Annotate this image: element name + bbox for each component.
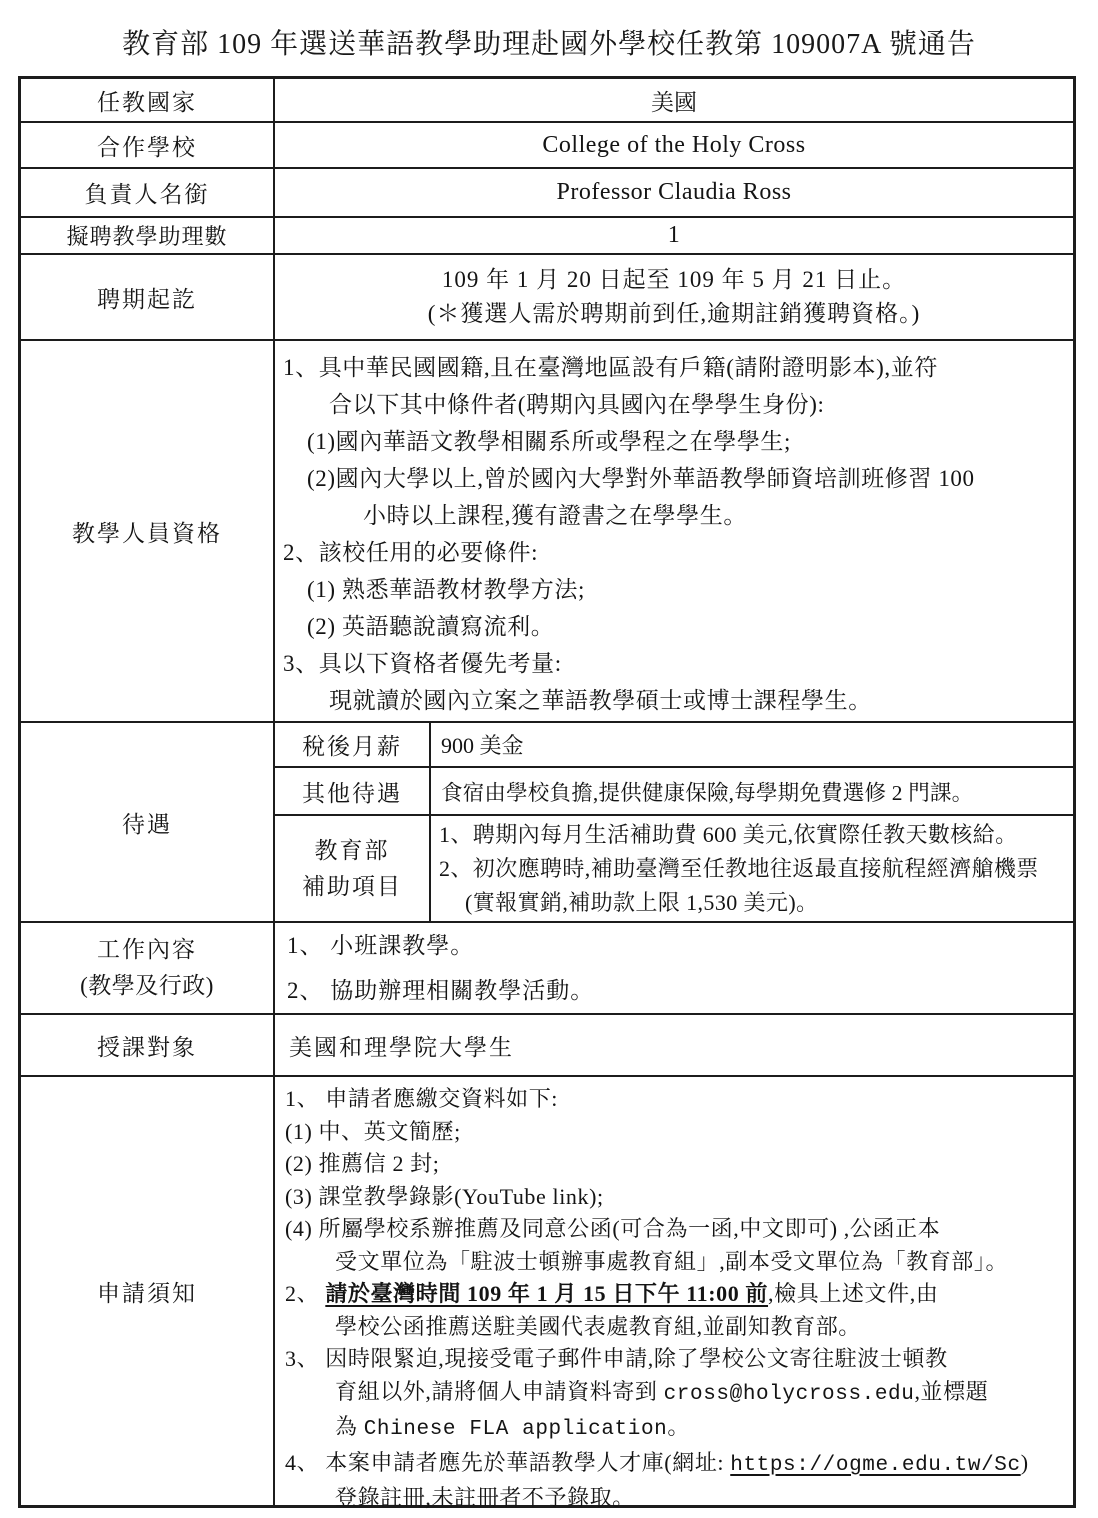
application-line: 學校公函推薦送駐美國代表處教育組,並副知教育部。 [335, 1313, 861, 1339]
registry-line-post: ) [1020, 1449, 1029, 1475]
employment-period-label: 聘期起訖 [21, 255, 275, 339]
application-label: 申請須知 [21, 1077, 275, 1505]
table-row-students [21, 1015, 1073, 1077]
school-label: 合作學校 [21, 123, 275, 167]
qualifications-line: (1) 熟悉華語教材教學方法; [307, 576, 585, 602]
deadline-rest: ,檢具上述文件,由 [768, 1281, 939, 1306]
country-label: 任教國家 [21, 79, 275, 121]
deadline-emphasis: 請於臺灣時間 109 年 1 月 15 日下午 11:00 前 [325, 1281, 769, 1306]
subsidy-content [431, 816, 1073, 921]
table-row-assistant-count [21, 218, 1073, 255]
email-line-pre: 育組以外,請將個人申請資料寄到 [335, 1378, 664, 1404]
qualifications-line: (2)國內大學以上,曾於國內大學對外華語教學師資培訓班修習 100 [307, 465, 975, 491]
email-line-post: ,並標題 [914, 1378, 989, 1404]
other-benefits-label: 其他待遇 [275, 768, 431, 814]
principal-value: Professor Claudia Ross [556, 179, 792, 205]
country-value: 美國 [651, 89, 697, 115]
subsidy-line: (實報實銷,補助款上限 1,530 美元)。 [465, 889, 819, 915]
application-line-subject [275, 1411, 1073, 1447]
application-email: cross@holycross.edu [663, 1382, 915, 1406]
students-line: 美國和理學院大學生 [289, 1034, 514, 1060]
subsidy-line: 1、聘期內每月生活補助費 600 美元,依實際任教天數核給。 [439, 821, 1018, 847]
table-row-school [21, 123, 1073, 169]
subsidy-label-line1: 教育部 [314, 837, 390, 863]
students-value [275, 1015, 1073, 1075]
qualifications-line: (1)國內華語文教學相關系所或學程之在學學生; [307, 428, 792, 454]
table-row-duties [21, 923, 1073, 1015]
assistant-count-value: 1 [667, 222, 681, 248]
salary-value: 900 美金 [441, 733, 524, 758]
employment-period-line2: (＊獲選人需於聘期前到任,逾期註銷獲聘資格。) [427, 301, 921, 326]
duties-label-line2: (教學及行政) [80, 973, 214, 998]
application-line: (3) 課堂教學錄影(YouTube link); [285, 1183, 604, 1209]
benefits-subsidy-row [275, 816, 1073, 921]
duty-line: 2、 協助辦理相關教學活動。 [287, 978, 595, 1003]
table-row-benefits [21, 723, 1073, 923]
duties-label-line1: 工作內容 [97, 937, 197, 962]
subsidy-label [275, 816, 431, 921]
other-benefits-value: 食宿由學校負擔,提供健康保險,每學期免費選修 2 門課。 [441, 780, 974, 805]
application-line-email [275, 1376, 1073, 1412]
application-line: (4) 所屬學校系辦推薦及同意公函(可合為一函,中文即可) ,公函正本 [285, 1216, 941, 1241]
notice-table [18, 76, 1076, 1508]
qualifications-line: (2) 英語聽說讀寫流利。 [307, 613, 555, 639]
subject-line-post: 。 [667, 1414, 690, 1439]
application-line: 1、 申請者應繳交資料如下: [285, 1086, 559, 1111]
benefits-salary-row [275, 723, 1073, 768]
table-row-country [21, 79, 1073, 123]
qualifications-line: 現就讀於國內立案之華語教學碩士或博士課程學生。 [329, 687, 872, 713]
application-subject: Chinese FLA application [363, 1418, 668, 1441]
deadline-prefix: 2、 [285, 1281, 326, 1306]
subsidy-label-line2: 補助項目 [302, 873, 402, 899]
registry-line-pre: 4、 本案申請者應先於華語教學人才庫(網址: [285, 1449, 731, 1475]
benefits-label: 待遇 [21, 723, 275, 921]
table-row-qualifications [21, 341, 1073, 723]
students-label: 授課對象 [21, 1015, 275, 1075]
subsidy-line: 2、初次應聘時,補助臺灣至任教地往返最直接航程經濟艙機票 [439, 855, 1039, 881]
duty-line: 1、 小班課教學。 [287, 933, 475, 958]
application-line: (1) 中、英文簡歷; [285, 1118, 461, 1144]
duties-label [21, 923, 275, 1013]
qualifications-line: 3、具以下資格者優先考量: [283, 650, 562, 676]
application-line-registry [275, 1447, 1073, 1483]
principal-label: 負責人名銜 [21, 169, 275, 216]
application-line-deadline [275, 1278, 1073, 1311]
salary-label: 稅後月薪 [275, 723, 431, 766]
application-line: (2) 推薦信 2 封; [285, 1151, 440, 1176]
subject-line-pre: 為 [335, 1414, 364, 1439]
application-line: 3、 因時限緊迫,現接受電子郵件申請,除了學校公文寄往駐波士頓教 [285, 1346, 948, 1371]
assistant-count-label: 擬聘教學助理數 [21, 218, 275, 253]
registry-url: https://ogme.edu.tw/Sc [730, 1453, 1021, 1477]
page-title: 教育部 109 年選送華語教學助理赴國外學校任教第 109007A 號通告 [122, 29, 976, 60]
table-row-principal [21, 169, 1073, 218]
employment-period-value [275, 255, 1073, 339]
application-line: 登錄註冊,未註冊者不予錄取。 [335, 1485, 635, 1510]
qualifications-line: 2、該校任用的必要條件: [283, 539, 539, 565]
application-content [275, 1077, 1073, 1510]
table-row-application [21, 1077, 1073, 1510]
employment-period-line1: 109 年 1 月 20 日起至 109 年 5 月 21 日止。 [441, 267, 907, 292]
qualifications-content [275, 341, 1073, 721]
school-value: College of the Holy Cross [542, 131, 806, 158]
qualifications-line: 小時以上課程,獲有證書之在學學生。 [363, 502, 747, 528]
benefits-other-row [275, 768, 1073, 816]
qualifications-line: 1、具中華民國國籍,且在臺灣地區設有戶籍(請附證明影本),並符 [283, 354, 938, 380]
table-row-employment-period [21, 255, 1073, 341]
qualifications-label: 教學人員資格 [21, 341, 275, 721]
benefits-body [275, 723, 1073, 921]
application-line: 受文單位為「駐波士頓辦事處教育組」,副本受文單位為「教育部」。 [335, 1248, 1009, 1274]
qualifications-line: 合以下其中條件者(聘期內具國內在學學生身份): [329, 391, 825, 417]
duties-content [275, 923, 1073, 1013]
